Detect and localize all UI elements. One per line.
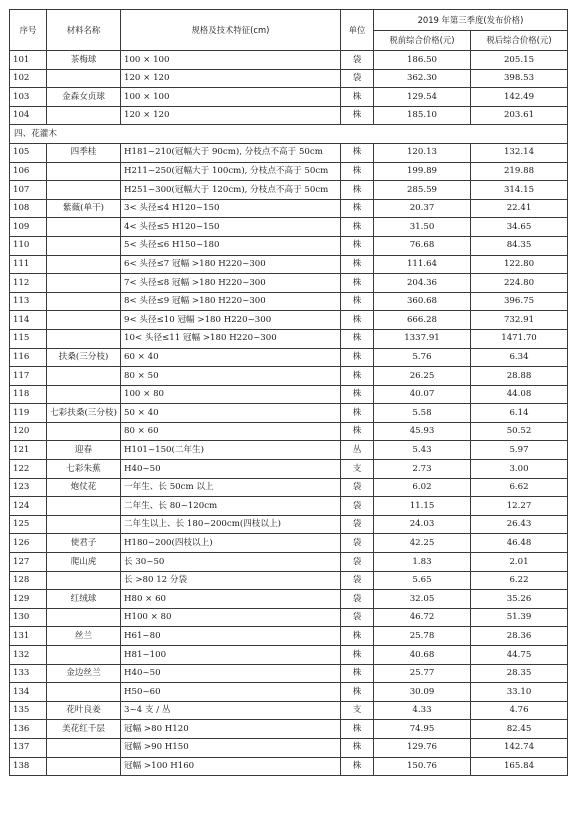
cell-spec: 冠幅 >90 H150 (121, 738, 341, 757)
cell-material-name (47, 236, 121, 255)
cell-post-tax-price: 398.53 (471, 69, 568, 88)
cell-material-name: 茶梅球 (47, 51, 121, 70)
cell-unit: 株 (341, 404, 374, 423)
table-row (10, 199, 568, 218)
cell-unit: 株 (341, 292, 374, 311)
table-row (10, 701, 568, 720)
table-row (10, 720, 568, 739)
cell-material-name (47, 367, 121, 386)
cell-post-tax-price: 203.61 (471, 106, 568, 125)
cell-pre-tax-price: 150.76 (374, 757, 471, 776)
cell-post-tax-price: 28.36 (471, 627, 568, 646)
cell-seq: 111 (10, 255, 47, 274)
cell-material-name (47, 292, 121, 311)
cell-seq: 127 (10, 553, 47, 572)
cell-post-tax-price: 51.39 (471, 608, 568, 627)
cell-spec: 80 × 60 (121, 422, 341, 441)
cell-spec: H40~50 (121, 664, 341, 683)
cell-post-tax-price: 12.27 (471, 497, 568, 516)
cell-seq: 113 (10, 292, 47, 311)
cell-seq: 102 (10, 69, 47, 88)
cell-material-name: 爬山虎 (47, 553, 121, 572)
cell-material-name (47, 311, 121, 330)
cell-material-name (47, 571, 121, 590)
cell-pre-tax-price: 5.58 (374, 404, 471, 423)
cell-seq: 115 (10, 329, 47, 348)
cell-pre-tax-price: 360.68 (374, 292, 471, 311)
cell-unit: 株 (341, 162, 374, 181)
cell-pre-tax-price: 45.93 (374, 422, 471, 441)
cell-post-tax-price: 142.74 (471, 738, 568, 757)
cell-seq: 118 (10, 385, 47, 404)
cell-spec: H80 × 60 (121, 590, 341, 609)
cell-material-name: 花叶良姜 (47, 701, 121, 720)
cell-seq: 120 (10, 422, 47, 441)
cell-material-name: 红绒球 (47, 590, 121, 609)
cell-spec: 100 × 80 (121, 385, 341, 404)
cell-material-name (47, 646, 121, 665)
cell-pre-tax-price: 1.83 (374, 553, 471, 572)
table-row (10, 255, 568, 274)
cell-unit: 袋 (341, 497, 374, 516)
cell-post-tax-price: 6.34 (471, 348, 568, 367)
header-period: 2019 年第三季度(发布价格) (374, 10, 568, 31)
cell-pre-tax-price: 4.33 (374, 701, 471, 720)
cell-seq: 105 (10, 143, 47, 162)
cell-seq: 116 (10, 348, 47, 367)
cell-post-tax-price: 2.01 (471, 553, 568, 572)
cell-spec: 长 30~50 (121, 553, 341, 572)
cell-material-name: 炮仗花 (47, 478, 121, 497)
cell-spec: H50~60 (121, 683, 341, 702)
cell-unit: 袋 (341, 571, 374, 590)
table-row (10, 664, 568, 683)
cell-material-name: 丝兰 (47, 627, 121, 646)
cell-spec: 120 × 120 (121, 106, 341, 125)
cell-post-tax-price: 50.52 (471, 422, 568, 441)
cell-unit: 株 (341, 683, 374, 702)
cell-pre-tax-price: 76.68 (374, 236, 471, 255)
table-row (10, 311, 568, 330)
table-row (10, 627, 568, 646)
table-row (10, 143, 568, 162)
cell-pre-tax-price: 185.10 (374, 106, 471, 125)
cell-post-tax-price: 33.10 (471, 683, 568, 702)
table-row (10, 608, 568, 627)
cell-seq: 112 (10, 274, 47, 293)
cell-seq: 101 (10, 51, 47, 70)
cell-pre-tax-price: 129.54 (374, 88, 471, 107)
cell-post-tax-price: 35.26 (471, 590, 568, 609)
cell-pre-tax-price: 25.78 (374, 627, 471, 646)
cell-spec: H211~250(冠幅大于 100cm), 分枝点不高于 50cm (121, 162, 341, 181)
cell-pre-tax-price: 32.05 (374, 590, 471, 609)
cell-pre-tax-price: 362.30 (374, 69, 471, 88)
cell-unit: 株 (341, 348, 374, 367)
cell-spec: H101~150(二年生) (121, 441, 341, 460)
header-pre-tax: 税前综合价格(元) (374, 30, 471, 51)
cell-spec: 100 × 100 (121, 51, 341, 70)
cell-pre-tax-price: 285.59 (374, 181, 471, 200)
cell-material-name (47, 69, 121, 88)
cell-pre-tax-price: 111.64 (374, 255, 471, 274)
cell-spec: 60 × 40 (121, 348, 341, 367)
cell-pre-tax-price: 74.95 (374, 720, 471, 739)
cell-unit: 株 (341, 106, 374, 125)
cell-seq: 135 (10, 701, 47, 720)
price-table (9, 9, 568, 776)
cell-post-tax-price: 46.48 (471, 534, 568, 553)
cell-material-name (47, 683, 121, 702)
cell-pre-tax-price: 186.50 (374, 51, 471, 70)
cell-seq: 126 (10, 534, 47, 553)
cell-seq: 136 (10, 720, 47, 739)
cell-pre-tax-price: 40.68 (374, 646, 471, 665)
cell-unit: 株 (341, 311, 374, 330)
header-seq: 序号 (10, 10, 47, 51)
cell-seq: 108 (10, 199, 47, 218)
cell-unit: 袋 (341, 51, 374, 70)
cell-pre-tax-price: 42.25 (374, 534, 471, 553)
cell-seq: 122 (10, 460, 47, 479)
cell-material-name (47, 497, 121, 516)
cell-spec: 一年生、长 50cm 以上 (121, 478, 341, 497)
section-title: 四、花灌木 (10, 125, 568, 144)
cell-pre-tax-price: 20.37 (374, 199, 471, 218)
cell-post-tax-price: 6.22 (471, 571, 568, 590)
cell-material-name (47, 738, 121, 757)
cell-seq: 128 (10, 571, 47, 590)
table-row (10, 274, 568, 293)
cell-unit: 株 (341, 738, 374, 757)
cell-post-tax-price: 132.14 (471, 143, 568, 162)
table-row (10, 422, 568, 441)
cell-post-tax-price: 205.15 (471, 51, 568, 70)
cell-pre-tax-price: 24.03 (374, 515, 471, 534)
cell-post-tax-price: 165.84 (471, 757, 568, 776)
cell-post-tax-price: 44.75 (471, 646, 568, 665)
cell-spec: 5< 头径≤6 H150~180 (121, 236, 341, 255)
cell-unit: 支 (341, 460, 374, 479)
cell-seq: 121 (10, 441, 47, 460)
cell-post-tax-price: 6.14 (471, 404, 568, 423)
cell-unit: 袋 (341, 478, 374, 497)
section-row (10, 125, 568, 144)
table-row (10, 646, 568, 665)
table-row (10, 51, 568, 70)
cell-material-name: 七彩朱蕉 (47, 460, 121, 479)
table-row (10, 88, 568, 107)
cell-unit: 袋 (341, 69, 374, 88)
table-row (10, 106, 568, 125)
cell-unit: 袋 (341, 590, 374, 609)
cell-pre-tax-price: 1337.91 (374, 329, 471, 348)
table-row (10, 181, 568, 200)
table-row (10, 162, 568, 181)
cell-material-name: 紫薇(单干) (47, 199, 121, 218)
cell-unit: 株 (341, 757, 374, 776)
header-spec: 规格及技术特征(cm) (121, 10, 341, 51)
cell-spec: H100 × 80 (121, 608, 341, 627)
table-row (10, 218, 568, 237)
cell-post-tax-price: 82.45 (471, 720, 568, 739)
table-row (10, 348, 568, 367)
table-row (10, 571, 568, 590)
cell-spec: 3~4 支 / 丛 (121, 701, 341, 720)
table-header (10, 10, 568, 51)
cell-pre-tax-price: 120.13 (374, 143, 471, 162)
table-row (10, 329, 568, 348)
cell-unit: 株 (341, 236, 374, 255)
table-row (10, 441, 568, 460)
table-row (10, 757, 568, 776)
cell-unit: 株 (341, 181, 374, 200)
cell-post-tax-price: 4.76 (471, 701, 568, 720)
cell-spec: 120 × 120 (121, 69, 341, 88)
cell-spec: H251~300(冠幅大于 120cm), 分枝点不高于 50cm (121, 181, 341, 200)
cell-pre-tax-price: 666.28 (374, 311, 471, 330)
cell-spec: H180~200(四枝以上) (121, 534, 341, 553)
cell-seq: 131 (10, 627, 47, 646)
cell-post-tax-price: 22.41 (471, 199, 568, 218)
cell-pre-tax-price: 204.36 (374, 274, 471, 293)
cell-spec: 3< 头径≤4 H120~150 (121, 199, 341, 218)
table-row (10, 497, 568, 516)
cell-post-tax-price: 34.65 (471, 218, 568, 237)
cell-post-tax-price: 224.80 (471, 274, 568, 293)
cell-post-tax-price: 28.88 (471, 367, 568, 386)
cell-seq: 134 (10, 683, 47, 702)
cell-unit: 株 (341, 88, 374, 107)
table-row (10, 367, 568, 386)
table-row (10, 292, 568, 311)
cell-unit: 支 (341, 701, 374, 720)
cell-material-name (47, 515, 121, 534)
table-row (10, 460, 568, 479)
cell-spec: 80 × 50 (121, 367, 341, 386)
cell-material-name: 金边丝兰 (47, 664, 121, 683)
table-row (10, 69, 568, 88)
cell-spec: 7< 头径≤8 冠幅 >180 H220~300 (121, 274, 341, 293)
cell-post-tax-price: 84.35 (471, 236, 568, 255)
cell-unit: 株 (341, 199, 374, 218)
table-row (10, 738, 568, 757)
cell-pre-tax-price: 199.89 (374, 162, 471, 181)
cell-post-tax-price: 732.91 (471, 311, 568, 330)
cell-seq: 125 (10, 515, 47, 534)
cell-unit: 袋 (341, 515, 374, 534)
cell-spec: 二年生、长 80~120cm (121, 497, 341, 516)
table-row (10, 478, 568, 497)
cell-post-tax-price: 44.08 (471, 385, 568, 404)
cell-spec: H61~80 (121, 627, 341, 646)
cell-material-name (47, 255, 121, 274)
cell-pre-tax-price: 31.50 (374, 218, 471, 237)
cell-seq: 117 (10, 367, 47, 386)
cell-seq: 133 (10, 664, 47, 683)
cell-material-name (47, 608, 121, 627)
cell-material-name (47, 218, 121, 237)
cell-pre-tax-price: 2.73 (374, 460, 471, 479)
cell-spec: 9< 头径≤10 冠幅 >180 H220~300 (121, 311, 341, 330)
table-row (10, 385, 568, 404)
cell-post-tax-price: 5.97 (471, 441, 568, 460)
table-row (10, 236, 568, 255)
cell-post-tax-price: 28.35 (471, 664, 568, 683)
cell-seq: 138 (10, 757, 47, 776)
cell-post-tax-price: 122.80 (471, 255, 568, 274)
cell-spec: 冠幅 >100 H160 (121, 757, 341, 776)
cell-unit: 株 (341, 720, 374, 739)
cell-spec: 100 × 100 (121, 88, 341, 107)
header-unit: 单位 (341, 10, 374, 51)
cell-seq: 107 (10, 181, 47, 200)
cell-spec: 6< 头径≤7 冠幅 >180 H220~300 (121, 255, 341, 274)
cell-post-tax-price: 6.62 (471, 478, 568, 497)
cell-pre-tax-price: 11.15 (374, 497, 471, 516)
cell-seq: 129 (10, 590, 47, 609)
header-name: 材料名称 (47, 10, 121, 51)
cell-pre-tax-price: 5.76 (374, 348, 471, 367)
cell-material-name (47, 329, 121, 348)
cell-material-name: 迎春 (47, 441, 121, 460)
cell-spec: H181~210(冠幅大于 90cm), 分枝点不高于 50cm (121, 143, 341, 162)
cell-material-name (47, 274, 121, 293)
cell-post-tax-price: 1471.70 (471, 329, 568, 348)
table-row (10, 515, 568, 534)
cell-unit: 株 (341, 329, 374, 348)
cell-unit: 株 (341, 664, 374, 683)
cell-unit: 株 (341, 367, 374, 386)
cell-pre-tax-price: 40.07 (374, 385, 471, 404)
cell-seq: 119 (10, 404, 47, 423)
cell-spec: 冠幅 >80 H120 (121, 720, 341, 739)
cell-pre-tax-price: 5.43 (374, 441, 471, 460)
cell-unit: 株 (341, 646, 374, 665)
table-row (10, 553, 568, 572)
cell-material-name: 四季桂 (47, 143, 121, 162)
cell-unit: 株 (341, 218, 374, 237)
cell-pre-tax-price: 25.77 (374, 664, 471, 683)
cell-seq: 124 (10, 497, 47, 516)
cell-spec: 50 × 40 (121, 404, 341, 423)
cell-unit: 株 (341, 255, 374, 274)
cell-post-tax-price: 219.88 (471, 162, 568, 181)
cell-post-tax-price: 314.15 (471, 181, 568, 200)
cell-unit: 株 (341, 422, 374, 441)
table-row (10, 534, 568, 553)
cell-seq: 130 (10, 608, 47, 627)
cell-post-tax-price: 3.00 (471, 460, 568, 479)
cell-unit: 袋 (341, 553, 374, 572)
cell-material-name (47, 181, 121, 200)
cell-unit: 株 (341, 385, 374, 404)
cell-seq: 110 (10, 236, 47, 255)
cell-pre-tax-price: 5.65 (374, 571, 471, 590)
cell-material-name (47, 422, 121, 441)
cell-material-name (47, 757, 121, 776)
cell-spec: 8< 头径≤9 冠幅 >180 H220~300 (121, 292, 341, 311)
cell-seq: 104 (10, 106, 47, 125)
cell-spec: 10< 头径≤11 冠幅 >180 H220~300 (121, 329, 341, 348)
cell-spec: 二年生以上、长 180~200cm(四枝以上) (121, 515, 341, 534)
cell-material-name: 使君子 (47, 534, 121, 553)
cell-spec: 长 >80 12 分袋 (121, 571, 341, 590)
header-post-tax: 税后综合价格(元) (471, 30, 568, 51)
cell-spec: H81~100 (121, 646, 341, 665)
cell-spec: H40~50 (121, 460, 341, 479)
table-row (10, 404, 568, 423)
cell-pre-tax-price: 30.09 (374, 683, 471, 702)
cell-unit: 袋 (341, 534, 374, 553)
cell-seq: 106 (10, 162, 47, 181)
cell-unit: 株 (341, 627, 374, 646)
cell-seq: 123 (10, 478, 47, 497)
cell-material-name (47, 162, 121, 181)
cell-unit: 丛 (341, 441, 374, 460)
table-row (10, 683, 568, 702)
cell-unit: 株 (341, 143, 374, 162)
cell-spec: 4< 头径≤5 H120~150 (121, 218, 341, 237)
cell-pre-tax-price: 26.25 (374, 367, 471, 386)
cell-seq: 114 (10, 311, 47, 330)
cell-seq: 109 (10, 218, 47, 237)
cell-seq: 137 (10, 738, 47, 757)
cell-unit: 袋 (341, 608, 374, 627)
cell-material-name (47, 106, 121, 125)
cell-material-name: 金森女贞球 (47, 88, 121, 107)
cell-unit: 株 (341, 274, 374, 293)
cell-material-name: 七彩扶桑(三分枝) (47, 404, 121, 423)
cell-material-name (47, 385, 121, 404)
table-row (10, 590, 568, 609)
cell-seq: 132 (10, 646, 47, 665)
cell-seq: 103 (10, 88, 47, 107)
cell-pre-tax-price: 129.76 (374, 738, 471, 757)
cell-post-tax-price: 142.49 (471, 88, 568, 107)
cell-pre-tax-price: 46.72 (374, 608, 471, 627)
cell-post-tax-price: 26.43 (471, 515, 568, 534)
cell-post-tax-price: 396.75 (471, 292, 568, 311)
cell-pre-tax-price: 6.02 (374, 478, 471, 497)
table-body (10, 51, 568, 776)
cell-material-name: 扶桑(三分枝) (47, 348, 121, 367)
cell-material-name: 美花红千层 (47, 720, 121, 739)
